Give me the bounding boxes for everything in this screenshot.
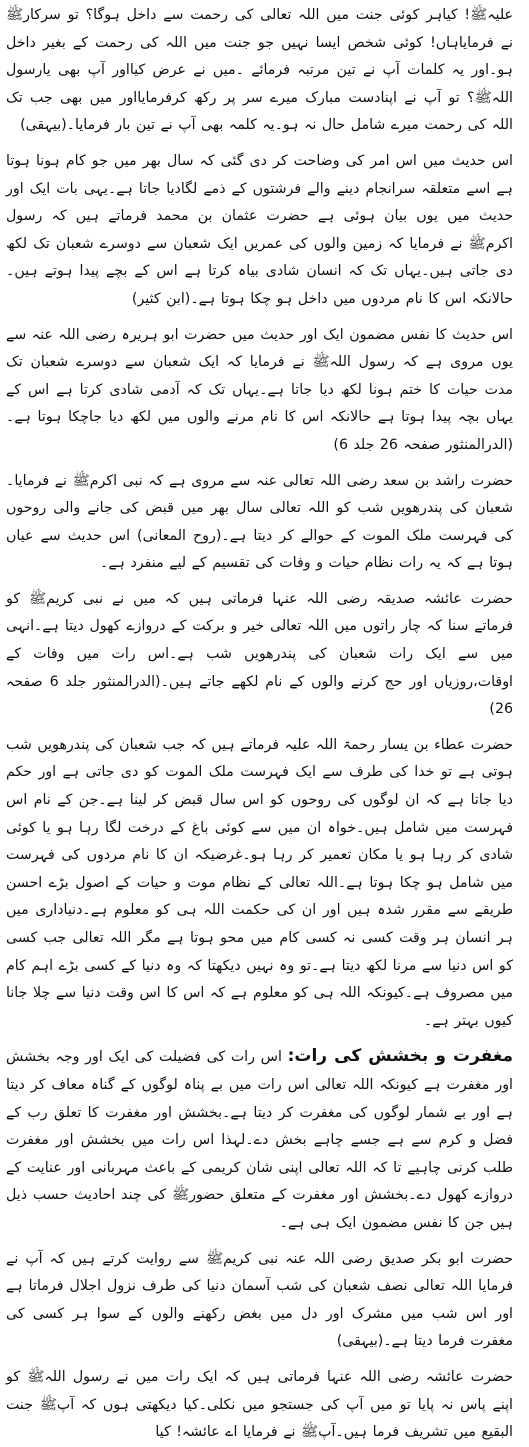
paragraph: علیہﷺ! کیاہر کوئی جنت میں اللہ تعالی کی رحمت سے داخل ہوگا؟ تو سرکارﷺ نے فرمایاہاں! کوئی شخص ایسا نہیں جو جنت میں اللہ کی رحمت کے بغیر داخل ہو۔اور یہ کلمات آپ نے تین مرتبہ فرمائے ۔میں نے عرض کیااور آپ بھی یارسول اللہﷺ؟ تو آپ نے اپنادست مبارک میرے سر پر رکھ کرفرمایااور میں بھی جب تک اللہ کی رحمت میرے شامل حال نہ ہو۔یہ کلمہ بھی آپ نے تین بار فرمایا۔(بیہقی) (6, 7, 513, 134)
paragraph: حضرت عائشہ رضی اللہ عنہا فرماتی ہیں کہ ایک رات میں نے رسول اللہﷺ کو اپنے پاس نہ پایا تو میں آپ کی جستجو میں نکلی۔کیا دیکھتی ہوں کہ آپﷺ جنت البقیع میں تشریف فرما ہیں۔آپﷺ نے فرمایا اے عائشہ! کیا (6, 1368, 513, 1441)
paragraph-with-heading (6, 1043, 513, 1237)
paragraph: حضرت عطاء بن یسار رحمۃ اللہ علیہ فرماتے ہیں کہ جب شعبان کی پندرھویں شب ہوتی ہے تو خدا کی طرف سے ایک فہرست ملک الموت کو دی جاتی ہے اور حکم دیا جاتا ہے کہ ان لوگوں کی روحوں کو اس سال قبض کر لینا ہے۔جن کے نام اس فہرست میں شامل ہیں۔خواہ ان میں سے کوئی باغ کے درخت لگا رہا ہو یا کوئی شادی کر رہا ہو یا مکان تعمیر کر رہا ہو۔غرضیکہ ان کا نام مردوں کی فہرست میں شامل ہو چکا ہوتا ہے۔اللہ تعالی کے نظام موت و حیات کے اصول بڑے احسن طریقے سے مقرر شدہ ہیں اور ان کی حکمت اللہ ہی کو معلوم ہے۔دنیاداری میں ہر انسان ہر وقت کسی نہ کسی کام میں محو ہوتا ہے مگر اللہ تعالی جب کسی کو اس دنیا سے مرنا لکھ دیتا ہے۔تو وہ نہیں دیکھتا کہ وہ دنیا کے کسی بڑے اہم کام میں مصروف ہے۔کیونکہ اللہ ہی کو معلوم ہے کہ اس کا اس وقت دنیا سے چلا جانا کیوں بہتر ہے۔ (6, 736, 513, 1029)
paragraph: حضرت ابو بکر صدیق رضی اللہ عنہ نبی کریمﷺ سے روایت کرتے ہیں کہ آپ نے فرمایا اللہ تعالی نصف شعبان کی شب آسمان دنیا کی طرف نزول اجلال فرماتا ہے اور اس شب میں مشرک اور دل میں بغض رکھنے والوں کے سوا ہر کسی کی مغفرت فرما دیتا ہے۔(بیہقی) (6, 1250, 513, 1350)
paragraph: اس حدیث کا نفس مضمون ایک اور حدیث میں حضرت ابو ہریرہ رضی اللہ عنہ سے یوں مروی ہے کہ رسول اللہﷺ نے فرمایا کہ ایک شعبان سے دوسرے شعبان تک مدت حیات کا ختم ہونا لکھ دیا جاتا ہے۔یہاں تک کہ آدمی شادی کرتا ہے اس کے یہاں بچہ پیدا ہوتا ہے حالانکہ اس کا نام مرنے والوں میں لکھ دیا جاچکا ہوتا ہے۔(الدرالمنثور صفحہ 26 جلد 6) (6, 326, 513, 453)
paragraph: حضرت عائشہ صدیقہ رضی اللہ عنہا فرماتی ہیں کہ میں نے نبی کریمﷺ کو فرماتے سنا کہ چار راتوں میں اللہ تعالی خیر و برکت کے دروازے کھول دیتا ہے۔انہی میں سے ایک رات شعبان کی پندرھویں شب ہے۔اس رات میں وفات کے اوقات،روزیاں اور حج کرنے والوں کے نام لکھے جاتے ہیں۔(الدرالمنثور جلد 6 صفحہ 26) (6, 590, 513, 718)
paragraph: حضرت راشد بن سعد رضی اللہ تعالی عنہ سے مروی ہے کہ نبی اکرمﷺ نے فرمایا۔شعبان کی پندرھویں شب کو اللہ تعالی سال بھر میں قبض کی جانے والی روحوں کی فہرست ملک الموت کے حوالے کر دیتا ہے۔(روح المعانی) اس حدیث سے عیاں ہوتا ہے کہ یہ رات نظام حیات و وفات کی تقسیم کے لیے منفرد ہے۔ (6, 472, 513, 572)
section-heading: مغفرت و بخشش کی رات: (287, 1046, 513, 1067)
paragraph-body: اس رات کی فضیلت کی ایک اور وجہ بخشش اور مغفرت ہے کیونکہ اللہ تعالی اس رات میں بے پناہ لوگوں کے گناہ معاف کر دیتا ہے اور بے شمار لوگوں کی مغفرت کر دیتا ہے۔بخشش اور مغفرت کا تعلق رب کے فضل و کرم سے ہے جسے چاہے بخش دے۔لہذا اس رات میں بخشش اور مغفرت طلب کرنی چاہیے تا کہ اللہ تعالی اپنی شان کریمی کے باعث مہربانی اور عنایت کے دروازے کھول دے۔بخشش اور مغفرت کے متعلق حضورﷺ کی چند احادیث حسب ذیل ہیں جن کا نفس مضمون ایک ہی ہے۔ (6, 1049, 513, 1231)
paragraph: اس حدیث میں اس امر کی وضاحت کر دی گئی کہ سال بھر میں جو کام ہونا ہوتا ہے اسے متعلقہ سرانجام دینے والے فرشتوں کے ذمے لگادیا جاتا ہے۔یہی بات ایک اور حدیث میں یوں بیان ہوئی ہے حضرت عثمان بن محمد فرماتے ہیں کہ رسول اکرمﷺ نے فرمایا کہ زمین والوں کی عمریں ایک شعبان سے دوسرے شعبان تک لکھ دی جاتی ہیں۔یہاں تک کہ انسان شادی بیاہ کرتا ہے اس کے بچے پیدا ہوتے ہیں۔حالانکہ اس کا نام مردوں میں داخل ہو چکا ہوتا ہے۔(ابن کثیر) (6, 152, 513, 307)
